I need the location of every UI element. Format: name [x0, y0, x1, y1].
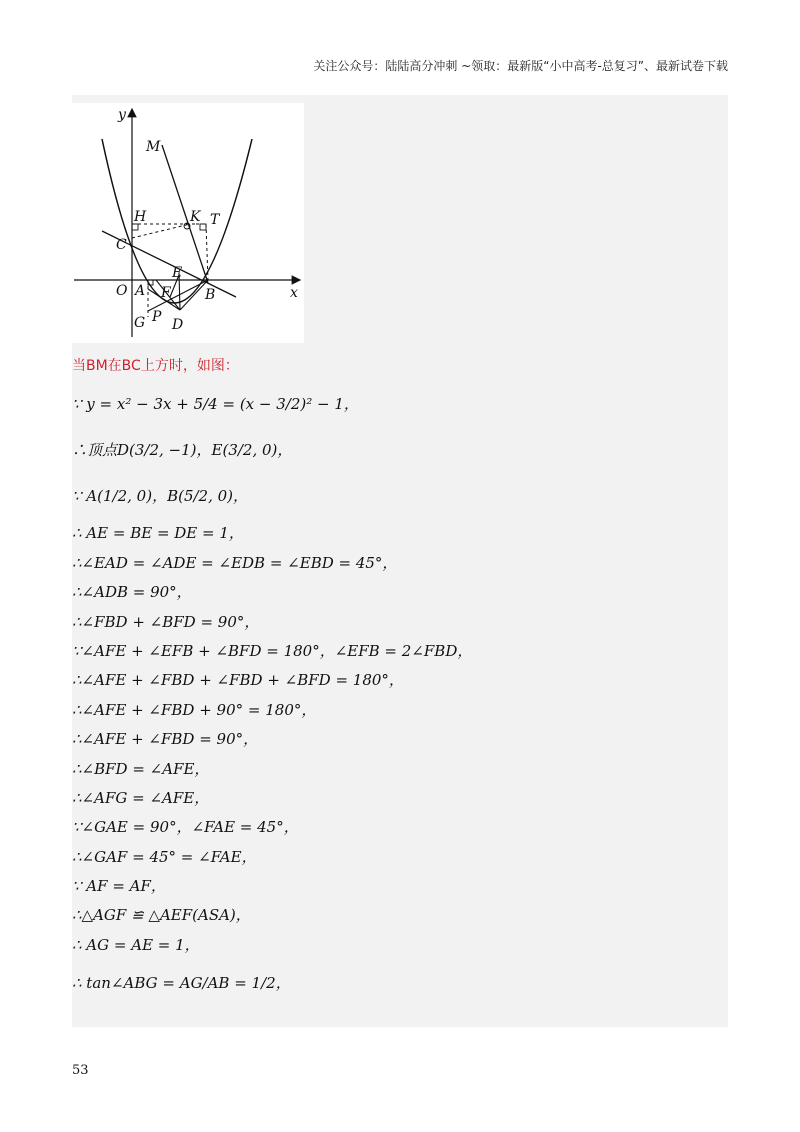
label-p: P — [152, 309, 162, 325]
solution-lines — [72, 352, 728, 1006]
solution-line: ∴ AE = BE = DE = 1， — [72, 524, 244, 543]
page-number: 53 — [72, 1063, 89, 1078]
solution-line: ∴ AG = AE = 1， — [72, 935, 200, 954]
solution-line: ∴∠AFE + ∠FBD = 90°， — [72, 730, 259, 749]
label-t: T — [210, 212, 220, 228]
solution-line: ∵ AF = AF， — [72, 877, 166, 896]
dashed-ck — [132, 224, 190, 238]
label-o: O — [116, 283, 128, 299]
label-b: B — [205, 287, 216, 303]
solution-line: ∴∠BFD = ∠AFE， — [72, 759, 210, 778]
parabola-diagram — [72, 103, 304, 343]
solution-line: ∵∠AFE + ∠EFB + ∠BFD = 180°，∠EFB = 2∠FBD， — [72, 641, 473, 660]
solution-line: ∴△AGF ≌ △AEF(ASA)， — [72, 906, 251, 925]
solution-line: ∵∠GAE = 90°，∠FAE = 45°， — [72, 818, 299, 837]
solution-line: ∴∠EAD = ∠ADE = ∠EDB = ∠EBD = 45°， — [72, 553, 398, 572]
label-d: D — [172, 317, 184, 333]
label-f: F — [161, 285, 171, 301]
solution-line: ∵ A(1/2, 0)，B(5/2, 0)， — [72, 487, 249, 506]
solution-line: ∴ tan∠ABG = AG/AB = 1/2， — [72, 974, 291, 993]
solution-line: ∵ y = x² − 3x + 5/4 = (x − 3/2)² − 1， — [72, 395, 359, 414]
label-x: x — [290, 285, 298, 301]
solution-line: ∴∠FBD + ∠BFD = 90°， — [72, 612, 260, 631]
solution-line: ∴∠GAF = 45° = ∠FAE， — [72, 847, 257, 866]
solution-line: ∴∠AFG = ∠AFE， — [72, 788, 210, 807]
solution-panel — [72, 95, 728, 1027]
right-angle-t — [200, 224, 206, 230]
label-e: E — [172, 265, 183, 281]
page-header: 关注公众号：陆陆高分冲刺 ~领取：最新版“小中高考-总复习”、最新试卷下载 — [313, 59, 728, 73]
label-h: H — [134, 209, 147, 225]
solution-line: ∴顶点D(3/2, −1)，E(3/2, 0)， — [72, 441, 293, 460]
line-mb — [162, 145, 208, 283]
solution-line: 当BM在BC上方时，如图： — [72, 358, 239, 374]
solution-line: ∴∠AFE + ∠FBD + 90° = 180°， — [72, 700, 317, 719]
solution-line: ∴∠ADB = 90°， — [72, 583, 192, 602]
parabola-figure — [72, 103, 304, 343]
solution-line: ∴∠AFE + ∠FBD + ∠FBD + ∠BFD = 180°， — [72, 671, 404, 690]
segment-db — [180, 280, 208, 310]
label-y: y — [118, 107, 126, 123]
label-k: K — [190, 209, 201, 225]
label-m: M — [146, 139, 161, 155]
label-a: A — [135, 283, 146, 299]
label-c: C — [116, 237, 127, 253]
label-g: G — [134, 315, 146, 331]
